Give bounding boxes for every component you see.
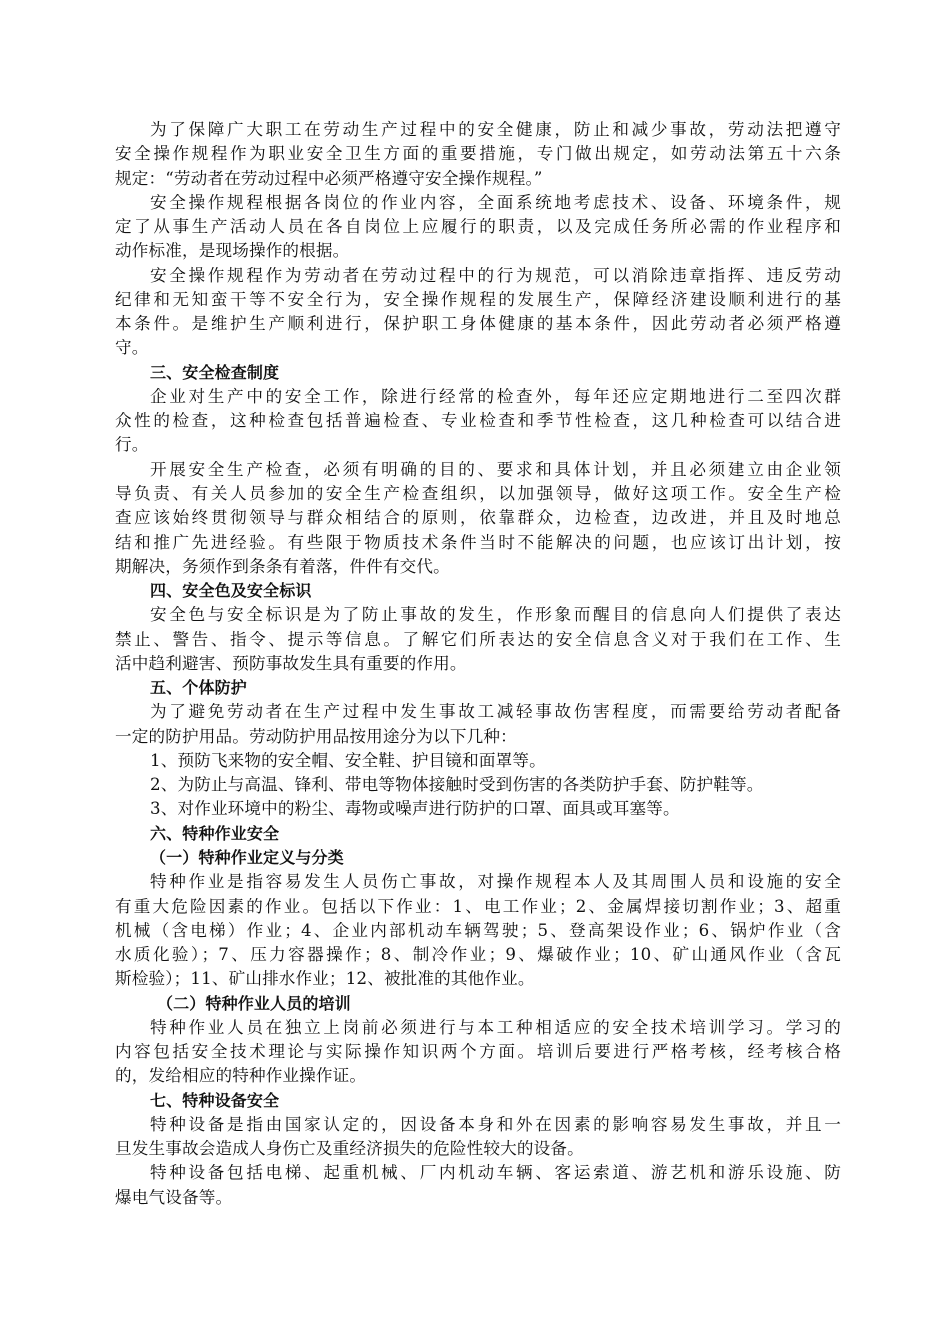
text-line: 企业对生产中的安全工作，除进行经常的检查外，每年还应定期地进行二至四次群 <box>150 386 841 406</box>
text-line: 活中趋利避害、预防事故发生具有重要的作用。 <box>115 653 467 673</box>
text-line: 定了从事生产活动人员在各自岗位上应履行的职责，以及完成任务所必需的作业程序和 <box>115 217 841 237</box>
text-line: 安全操作规程作为劳动者在劳动过程中的行为规范，可以消除违章指挥、违反劳动 <box>150 265 841 285</box>
section-heading: 五、个体防护 <box>150 678 247 698</box>
text-line: 本条件。是维护生产顺利进行，保护职工身体健康的基本条件，因此劳动者必须严格遵 <box>115 314 841 334</box>
text-line: 的，发给相应的特种作业操作证。 <box>115 1066 367 1086</box>
section-heading: （一）特种作业定义与分类 <box>150 847 344 867</box>
text-line: 为了避免劳动者在生产过程中发生事故工减轻事故伤害程度，而需要给劳动者配备 <box>150 702 841 722</box>
text-line: 特种设备是指由国家认定的，因设备本身和外在因素的影响容易发生事故，并且一 <box>150 1114 841 1134</box>
text-line: 一定的防护用品。劳动防护用品按用途分为以下几种： <box>115 726 517 746</box>
text-line: 特种作业人员在独立上岗前必须进行与本工种相适应的安全技术培训学习。学习的 <box>150 1017 841 1037</box>
text-line: 3、对作业环境中的粉尘、毒物或噪声进行防护的口罩、面具或耳塞等。 <box>150 799 680 819</box>
section-heading: 三、安全检查制度 <box>150 362 280 382</box>
text-line: 斯检验）；11、矿山排水作业；12、被批准的其他作业。 <box>115 969 535 989</box>
text-line: 水质化验）；7、压力容器操作；8、制冷作业；9、爆破作业；10、矿山通风作业（含瓦 <box>115 945 841 965</box>
text-line: 有重大危险因素的作业。包括以下作业：1、电工作业；2、金属焊接切割作业；3、超重 <box>115 896 841 916</box>
document-page <box>115 118 841 1210</box>
text-line: 爆电气设备等。 <box>115 1187 233 1207</box>
text-line: 结和推广先进经验。有些限于物质技术条件当时不能解决的问题，也应该订出计划，按 <box>115 532 841 552</box>
text-line: 为了保障广大职工在劳动生产过程中的安全健康，防止和减少事故，劳动法把遵守 <box>150 120 841 139</box>
text-line: 导负责、有关人员参加的安全生产检查组织，以加强领导，做好这项工作。安全生产检 <box>115 483 841 503</box>
text-line: 纪律和无知蛮干等不安全行为，安全操作规程的发展生产，保障经济建设顺利进行的基 <box>115 289 841 309</box>
text-line: 开展安全生产检查，必须有明确的目的、要求和具体计划，并且必须建立由企业领 <box>150 459 841 479</box>
text-line: 机械（含电梯）作业；4、企业内部机动车辆驾驶；5、登高架设作业；6、锅炉作业（含 <box>115 920 841 940</box>
text-line: 内容包括安全技术理论与实际操作知识两个方面。培训后要进行严格考核，经考核合格 <box>115 1042 841 1062</box>
text-line: 特种作业是指容易发生人员伤亡事故，对操作规程本人及其周围人员和设施的安全 <box>150 872 841 892</box>
text-line: 期解决，务须作到条条有着落，件件有交代。 <box>115 556 450 576</box>
section-heading: 六、特种作业安全 <box>150 823 280 843</box>
text-line: 禁止、警告、指令、提示等信息。了解它们所表达的安全信息含义对于我们在工作、生 <box>115 629 841 649</box>
text-line: 规定：“劳动者在劳动过程中必须严格遵守安全操作规程。” <box>115 168 543 188</box>
text-line: 安全操作规程作为职业安全卫生方面的重要措施，专门做出规定，如劳动法第五十六条 <box>115 144 841 164</box>
text-line: 特种设备包括电梯、起重机械、厂内机动车辆、客运索道、游艺机和游乐设施、防 <box>150 1163 841 1183</box>
text-line: 安全色与安全标识是为了防止事故的发生，作形象而醒目的信息向人们提供了表达 <box>150 605 841 625</box>
text-line: 众性的检查，这种检查包括普遍检查、专业检查和季节性检查，这几种检查可以结合进 <box>115 411 841 431</box>
text-line: 行。 <box>115 435 149 455</box>
text-line: 守。 <box>115 338 149 358</box>
text-line: 旦发生事故会造成人身伤亡及重经济损失的危险性较大的设备。 <box>115 1139 584 1159</box>
text-line: 动作标准，是现场操作的根据。 <box>115 241 350 261</box>
text-line: 1、预防飞来物的安全帽、安全鞋、护目镜和面罩等。 <box>150 750 546 770</box>
section-heading: 七、特种设备安全 <box>150 1090 280 1110</box>
section-heading: 四、安全色及安全标识 <box>150 581 312 601</box>
section-heading: （二）特种作业人员的培训 <box>157 993 351 1013</box>
text-line: 2、为防止与高温、锋利、带电等物体接触时受到伤害的各类防护手套、防护鞋等。 <box>150 775 764 795</box>
text-line: 安全操作规程根据各岗位的作业内容，全面系统地考虑技术、设备、环境条件，规 <box>150 192 841 212</box>
text-line: 查应该始终贯彻领导与群众相结合的原则，依靠群众，边检查，边改进，并且及时地总 <box>115 508 841 528</box>
